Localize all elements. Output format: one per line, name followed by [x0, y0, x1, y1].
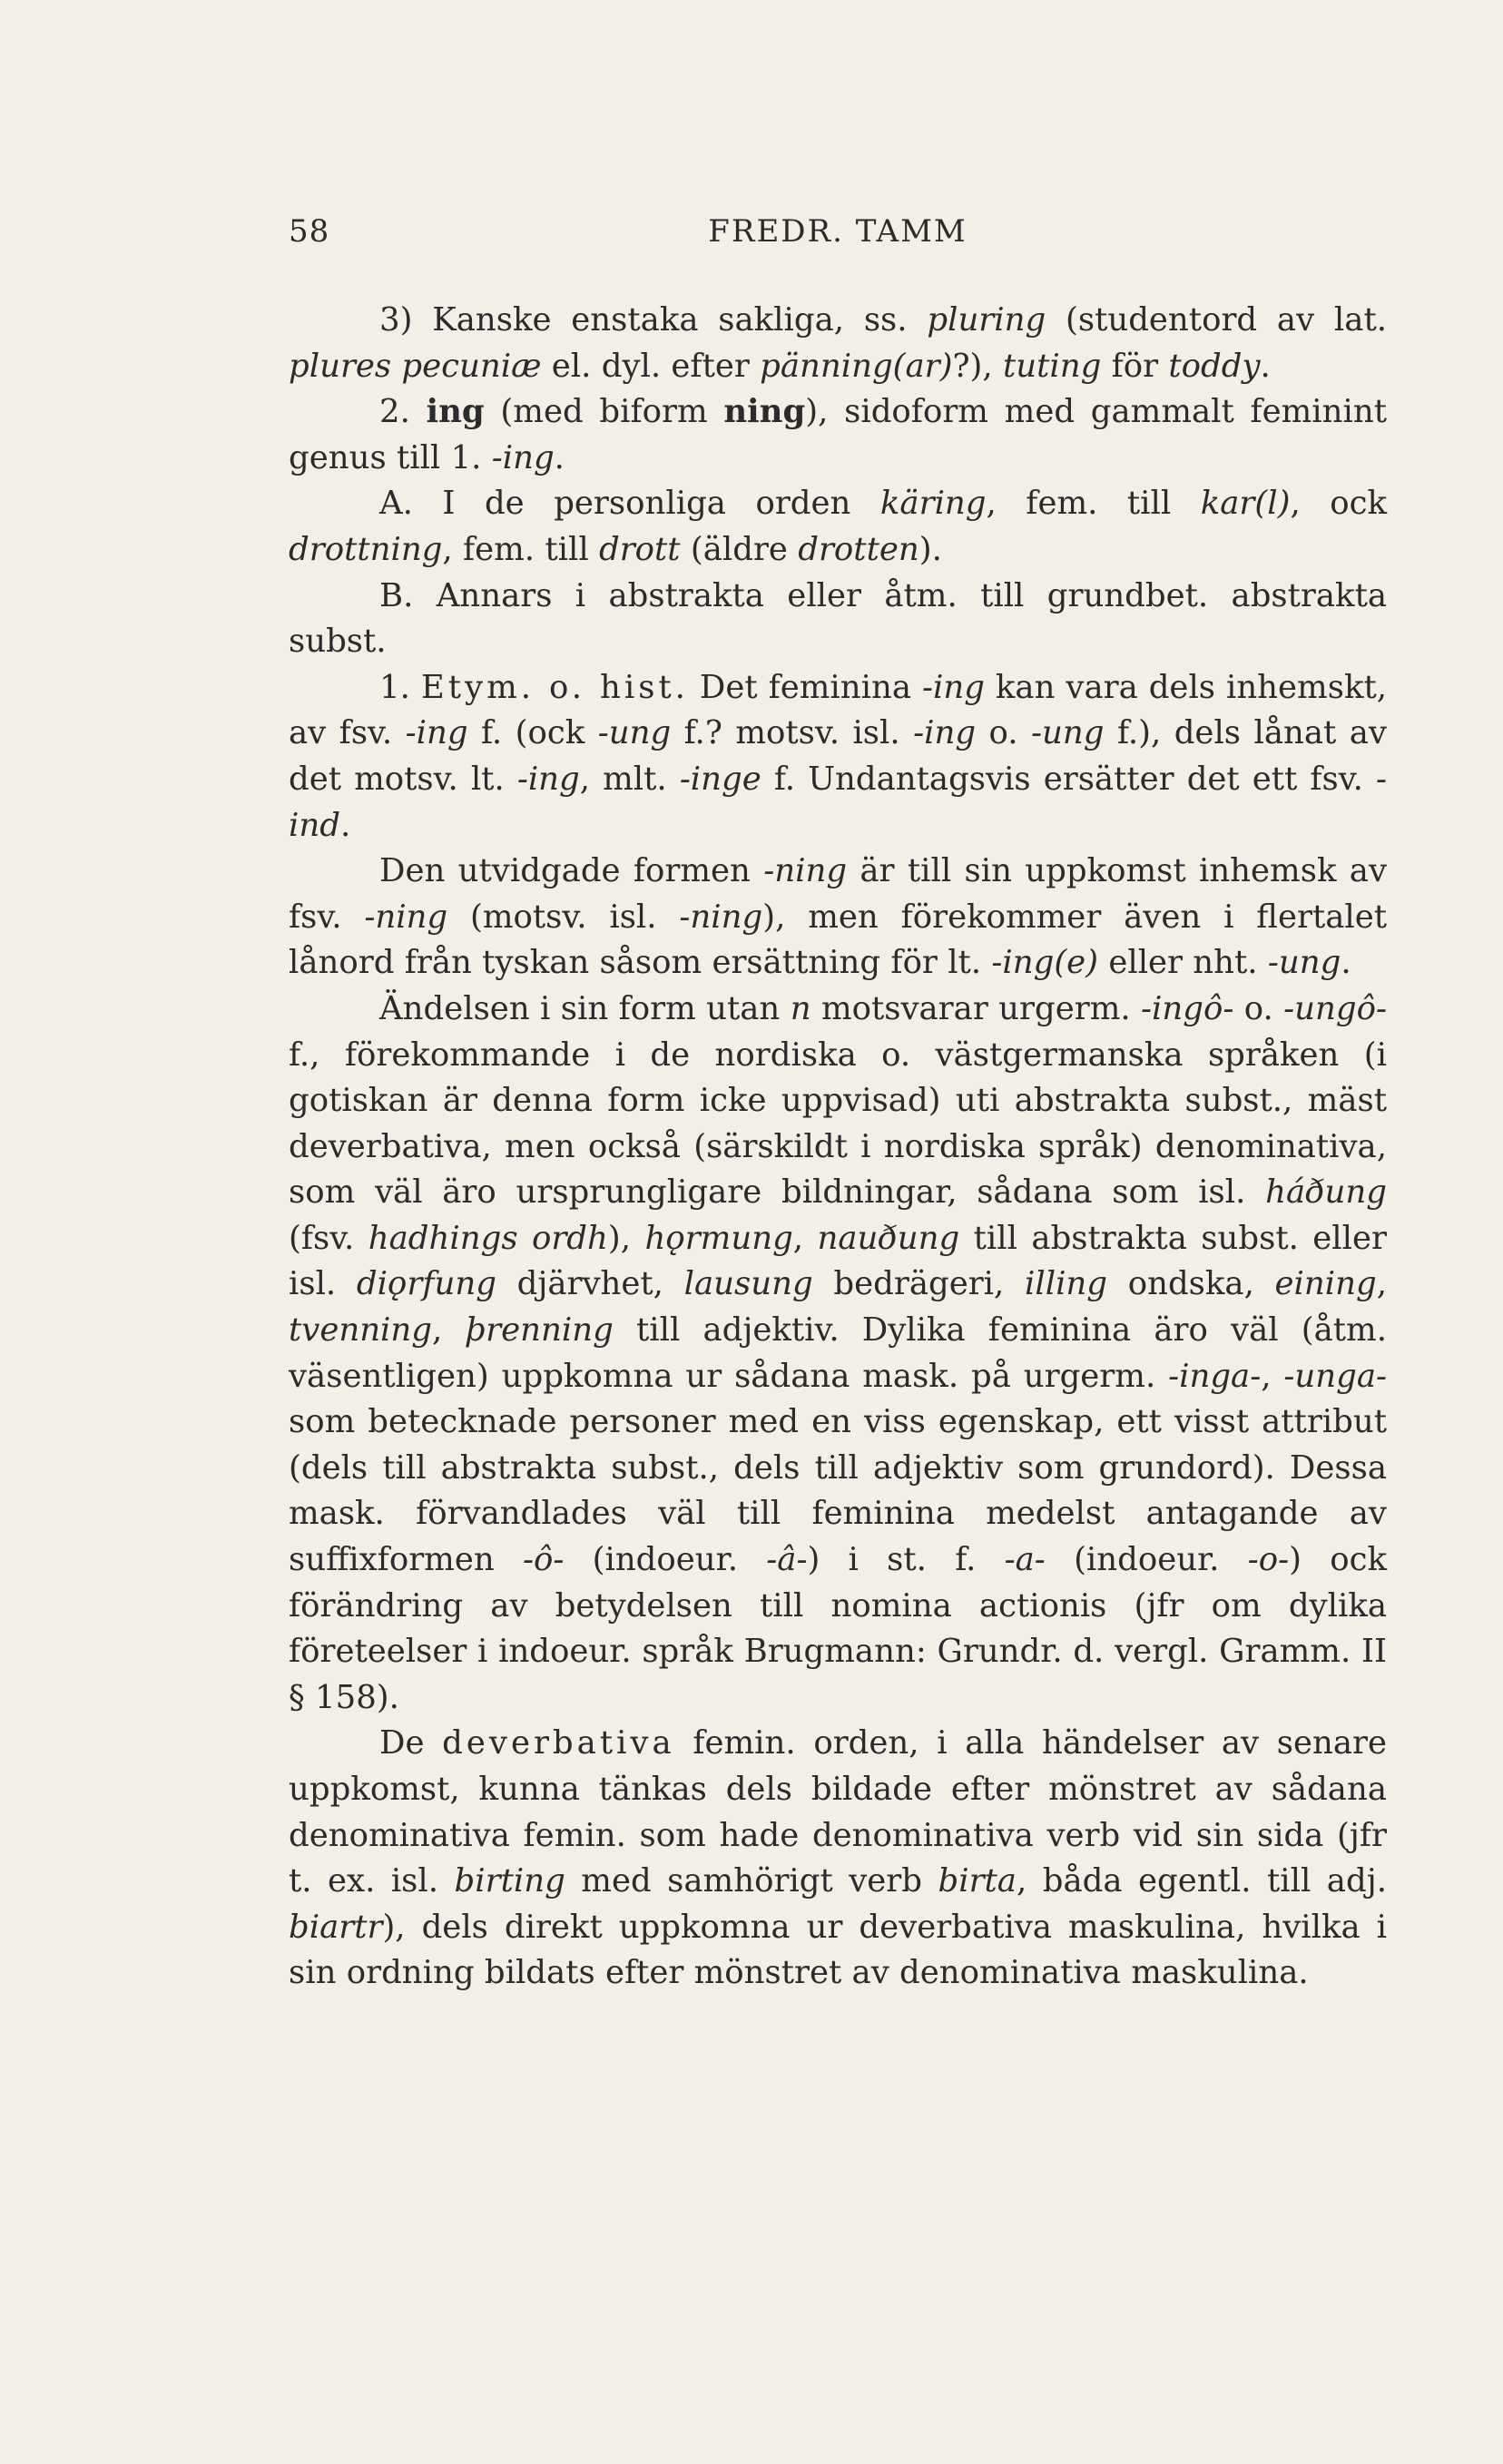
paragraph: 3) Kanske enstaka sakliga, ss. pluring (studentord av lat. plures pecuniæ el. dyl. efter pänning(ar)?), tuting för toddy. — [289, 301, 1387, 385]
running-title: FREDR. TAMM — [708, 213, 968, 250]
page-header — [289, 213, 1387, 259]
paragraph: Ändelsen i sin form utan n motsvarar urgerm. -ingô- o. -ungô- f., förekommande i de nordiska o. västgermanska språken (i gotiskan är denna form icke uppvisad) uti abstrakta subst., mäst deverbativa, men också (särskildt i nordiska språk) denominativa, som väl äro ursprungligare bildningar, sådana som isl. háðung (fsv. hadhings ordh), hǫrmung, nauðung till abstrakta subst. eller isl. diǫrfung djärvhet, lausung bedrägeri, illing ondska, eining, tvenning, þrenning till adjektiv. Dylika feminina äro väl (åtm. väsentligen) uppkomna ur sådana mask. på urgerm. -inga-, -unga- som betecknade personer med en viss egenskap, ett visst attribut (dels till abstrakta subst., dels till adjektiv som grundord). Dessa mask. förvandlades väl till feminina medelst antagande av suffixformen -ô- (indoeur. -â-) i st. f. -a- (indoeur. -o-) ock förändring av betydelsen till nomina actionis (jfr om dylika företeelser i indoeur. språk Brugmann: Grundr. d. vergl. Gramm. II § 158). — [289, 989, 1388, 1716]
page-number: 58 — [289, 213, 330, 250]
paragraph: De deverbativa femin. orden, i alla händelser av senare uppkomst, kunna tänkas dels bildade efter mönstret av sådana denominativa femin. som hade denominativa verb vid sin sida (jfr t. ex. isl. birting med samhörigt verb birta, båda egentl. till adj. biartr), dels direkt uppkomna ur deverbativa maskulina, hvilka i sin ordning bildats efter mönstret av denominativa maskulina. — [289, 1724, 1387, 1992]
body-text — [289, 298, 1387, 1997]
paragraph: B. Annars i abstrakta eller åtm. till grundbet. abstrakta subst. — [289, 576, 1387, 661]
paragraph: 2. ing (med biform ning), sidoform med gammalt feminint genus till 1. -ing. — [289, 393, 1388, 476]
paragraph: Den utvidgade formen -ning är till sin uppkomst inhemsk av fsv. -ning (motsv. isl. -ning), men förekommer även i flertalet lånord från tyskan såsom ersättning för lt. -ing(e) eller nht. -ung. — [289, 852, 1388, 982]
paragraph: 1. Etym. o. hist. Det feminina -ing kan vara dels inhemskt, av fsv. -ing f. (ock -ung f.? motsv. isl. -ing o. -ung f.), dels lånat av det motsv. lt. -ing, mlt. -inge f. Undantagsvis ersätter det ett fsv. -ind. — [289, 668, 1388, 844]
paragraph: A. I de personliga orden käring, fem. till kar(l), ock drottning, fem. till drott (äldre drotten). — [289, 485, 1388, 568]
